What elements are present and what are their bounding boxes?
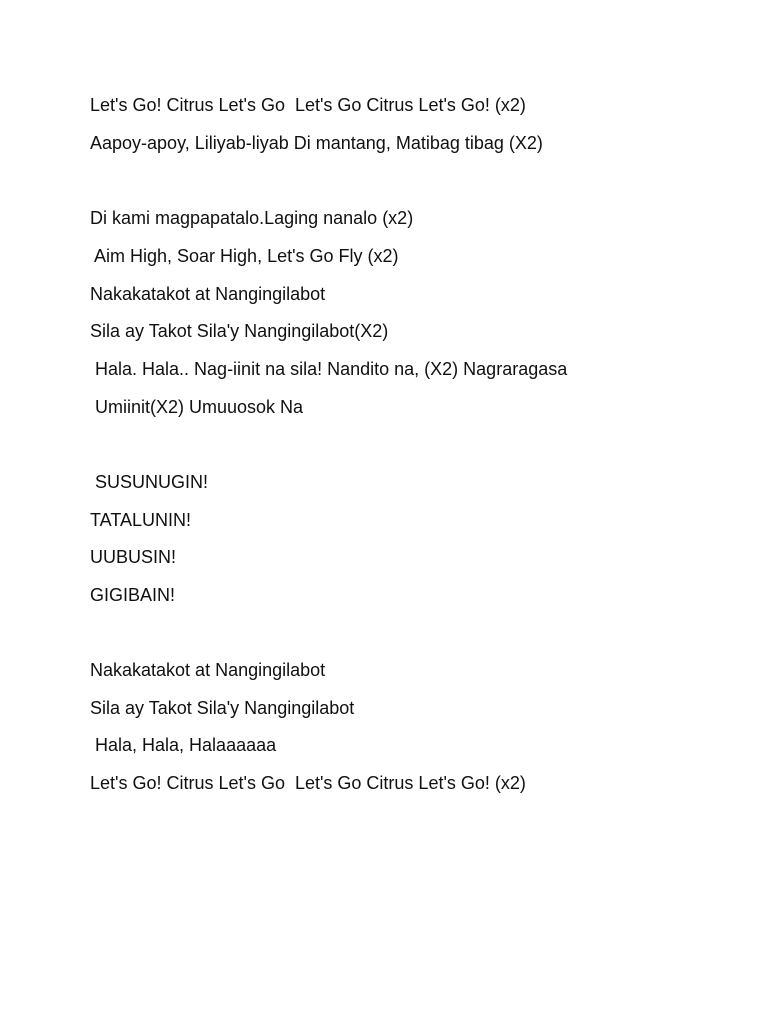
- text-line: Hala, Hala, Halaaaaaa: [90, 735, 277, 755]
- text-line: Di kami magpapatalo.Laging nanalo (x2): [90, 208, 414, 228]
- text-line: UUBUSIN!: [90, 547, 177, 567]
- text-line: Aim High, Soar High, Let's Go Fly (x2): [90, 246, 399, 266]
- text-line: Let's Go! Citrus Let's Go Let's Go Citrus Let's Go! (x2): [90, 95, 526, 115]
- text-line: GIGIBAIN!: [90, 585, 176, 605]
- text-line: Hala. Hala.. Nag-iinit na sila! Nandito na, (X2) Nagraragasa: [90, 359, 568, 379]
- text-line: Sila ay Takot Sila'y Nangingilabot(X2): [90, 321, 389, 341]
- text-line: Let's Go! Citrus Let's Go Let's Go Citrus Let's Go! (x2): [90, 773, 526, 793]
- text-line: Aapoy-apoy, Liliyab-liyab Di mantang, Matibag tibag (X2): [90, 133, 543, 153]
- text-line: SUSUNUGIN!: [90, 472, 209, 492]
- text-line: Nakakatakot at Nangingilabot: [90, 660, 326, 680]
- text-line: Sila ay Takot Sila'y Nangingilabot: [90, 698, 355, 718]
- text-line: TATALUNIN!: [90, 510, 192, 530]
- text-line: Umiinit(X2) Umuuosok Na: [90, 397, 304, 417]
- text-line: Nakakatakot at Nangingilabot: [90, 284, 326, 304]
